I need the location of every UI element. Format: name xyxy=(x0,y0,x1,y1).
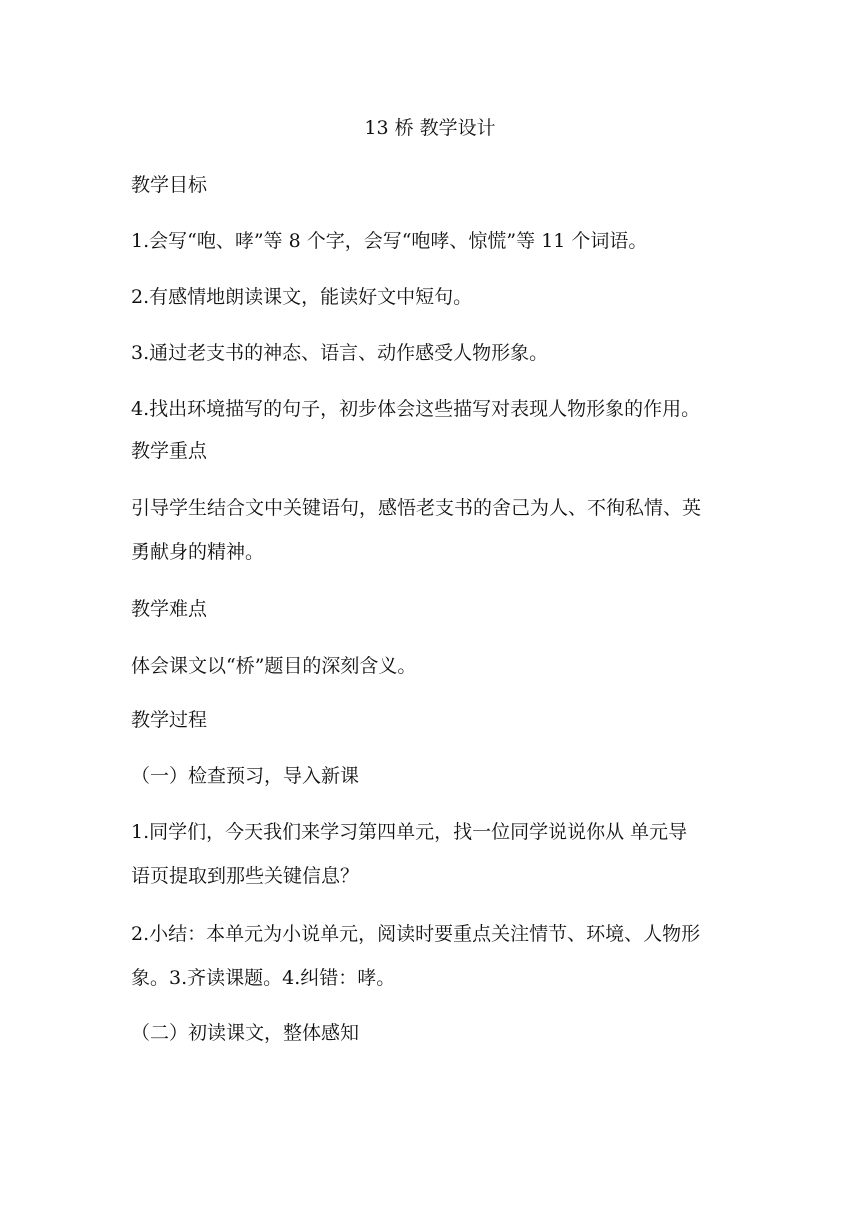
process-section-1: （一）检查预习，导入新课 xyxy=(131,765,360,787)
key-points-text-line-2: 勇献身的精神。 xyxy=(131,541,265,563)
key-points-text-line-1: 引导学生结合文中关键语句，感悟老支书的舍己为人、不徇私情、英 xyxy=(131,497,702,519)
difficulty-text: 体会课文以“桥”题目的深刻含义。 xyxy=(131,655,417,677)
goal-item-2: 2.有感情地朗读课文，能读好文中短句。 xyxy=(131,286,473,308)
process-heading: 教学过程 xyxy=(131,709,208,731)
key-points-heading: 教学重点 xyxy=(131,440,208,462)
goal-item-4: 4.找出环境描写的句子，初步体会这些描写对表现人物形象的作用。 xyxy=(131,398,701,420)
process-section-2: （二）初读课文，整体感知 xyxy=(131,1022,360,1044)
goals-heading: 教学目标 xyxy=(131,174,208,196)
process-step-1-line-1: 1.同学们，今天我们来学习第四单元，找一位同学说说你从 单元导 xyxy=(131,821,688,843)
difficulty-heading: 教学难点 xyxy=(131,598,208,620)
goal-item-1: 1.会写“咆、哮”等 8 个字，会写“咆哮、惊慌”等 11 个词语。 xyxy=(131,230,648,252)
document-title: 13 桥 教学设计 xyxy=(364,117,496,139)
process-step-2-line-2: 象。3.齐读课题。4.纠错：哮。 xyxy=(131,967,396,989)
process-step-2-line-1: 2.小结：本单元为小说单元，阅读时要重点关注情节、环境、人物形 xyxy=(131,923,701,945)
process-step-1-line-2: 语页提取到那些关键信息？ xyxy=(131,865,360,887)
goal-item-3: 3.通过老支书的神态、语言、动作感受人物形象。 xyxy=(131,342,549,364)
